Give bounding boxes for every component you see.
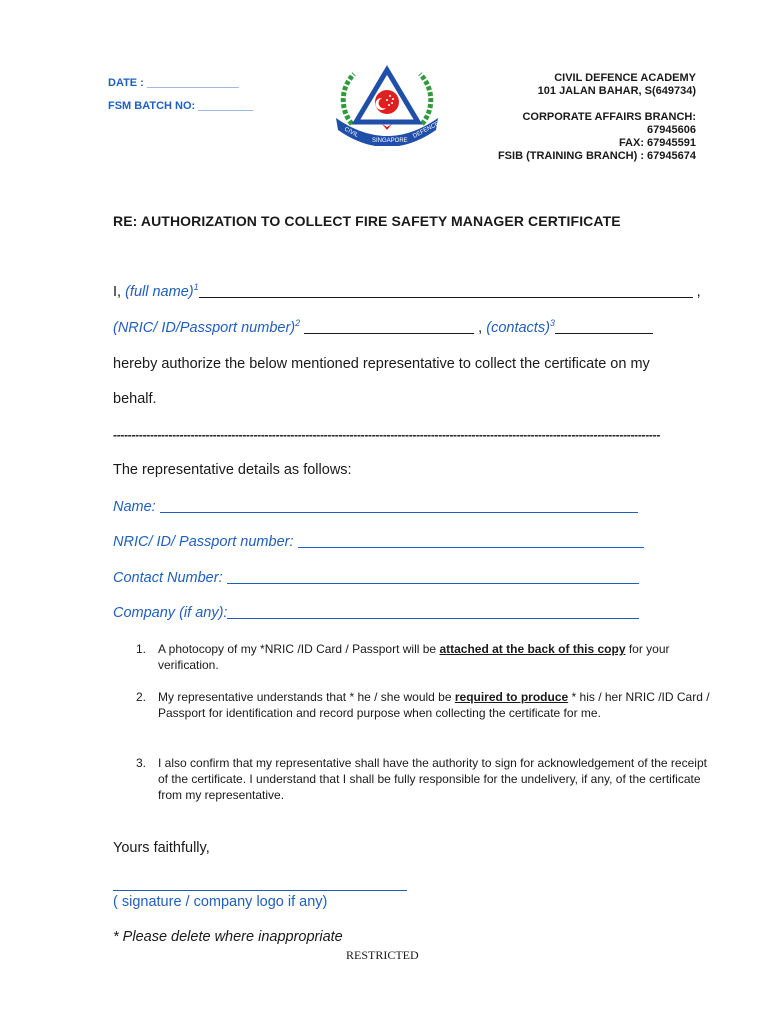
list-item: 3. I also confirm that my representative shall have the authority to sign for acknowledgement of the receipt of the certificate. I understand that I shall be fully responsible for the undelivery, if any, of the certificate from my representative. xyxy=(136,756,707,802)
rep-contact-row xyxy=(113,569,639,586)
separator-line: ---------------------------------------------------------------------------------------------------------------------------------------------------- xyxy=(113,428,661,442)
batch-blank: _________ xyxy=(198,100,254,112)
branch-line-4: FSIB (TRAINING BRANCH) : 67945674 xyxy=(497,150,696,162)
header-left xyxy=(108,72,253,118)
nric-contacts-row: (NRIC/ ID/Passport number)$^2$ , (contacts)$^3$ xyxy=(113,319,653,336)
full-name-field[interactable] xyxy=(199,283,693,298)
rep-company-field[interactable] xyxy=(227,604,639,619)
nric-label: (NRIC/ ID/Passport number) xyxy=(113,320,296,336)
contacts-label: (contacts) xyxy=(486,320,550,336)
letter-title: RE: AUTHORIZATION TO COLLECT FIRE SAFETY MANAGER CERTIFICATE xyxy=(113,213,621,229)
list-item: 2. My representative understands that * he / she would be required to produce * his / her NRIC /ID Card / Passport for identification and record purpose when collecting the certificate for me. xyxy=(136,690,710,720)
contacts-field[interactable] xyxy=(555,319,653,334)
org-line-1: CIVIL DEFENCE ACADEMY xyxy=(554,72,696,84)
rep-company-label: Company (if any): xyxy=(113,605,228,621)
rep-nric-field[interactable] xyxy=(298,533,644,548)
batch-label: FSM BATCH NO: xyxy=(108,100,196,112)
yours-faithfully: Yours faithfully, xyxy=(113,840,210,856)
civil-defence-logo xyxy=(332,62,442,146)
restricted-footer: RESTRICTED xyxy=(346,948,419,962)
batch-row xyxy=(108,95,253,118)
date-row xyxy=(108,72,253,95)
nric-field[interactable] xyxy=(304,319,474,334)
rep-name-label: Name: xyxy=(113,499,160,515)
signature-caption: ( signature / company logo if any) xyxy=(113,894,328,910)
authorize-line-2: behalf. xyxy=(113,391,157,407)
representative-heading: The representative details as follows: xyxy=(113,462,352,478)
rep-company-row xyxy=(113,604,639,621)
rep-name-field[interactable] xyxy=(160,498,638,513)
authorize-line-1: hereby authorize the below mentioned representative to collect the certificate on my xyxy=(113,356,650,372)
rep-name-row xyxy=(113,498,638,515)
full-name-label: (full name) xyxy=(125,284,194,300)
delete-note: * Please delete where inappropriate xyxy=(113,929,343,945)
full-name-row: I, (full name)$^1$ , xyxy=(113,282,701,300)
header-right xyxy=(498,72,696,163)
date-label: DATE : xyxy=(108,77,144,89)
signature-line[interactable] xyxy=(113,890,407,891)
svg-text:DEFENCE: DEFENCE xyxy=(412,121,441,140)
rep-nric-row xyxy=(113,533,644,550)
rep-nric-label: NRIC/ ID/ Passport number: xyxy=(113,534,298,550)
date-blank: _______________ xyxy=(146,77,239,89)
rep-contact-label: Contact Number: xyxy=(113,570,227,586)
org-line-2: 101 JALAN BAHAR, S(649734) xyxy=(537,85,696,97)
list-item: 1. A photocopy of my *NRIC /ID Card / Passport will be attached at the back of this copy for your verification. xyxy=(136,642,670,672)
rep-contact-field[interactable] xyxy=(227,569,639,584)
svg-text:CIVIL: CIVIL xyxy=(343,126,360,139)
svg-text:SINGAPORE: SINGAPORE xyxy=(372,138,408,144)
branch-line-1: CORPORATE AFFAIRS BRANCH: xyxy=(522,111,696,123)
branch-line-2: 67945606 xyxy=(647,124,696,136)
branch-line-3: FAX: 67945591 xyxy=(618,137,696,149)
